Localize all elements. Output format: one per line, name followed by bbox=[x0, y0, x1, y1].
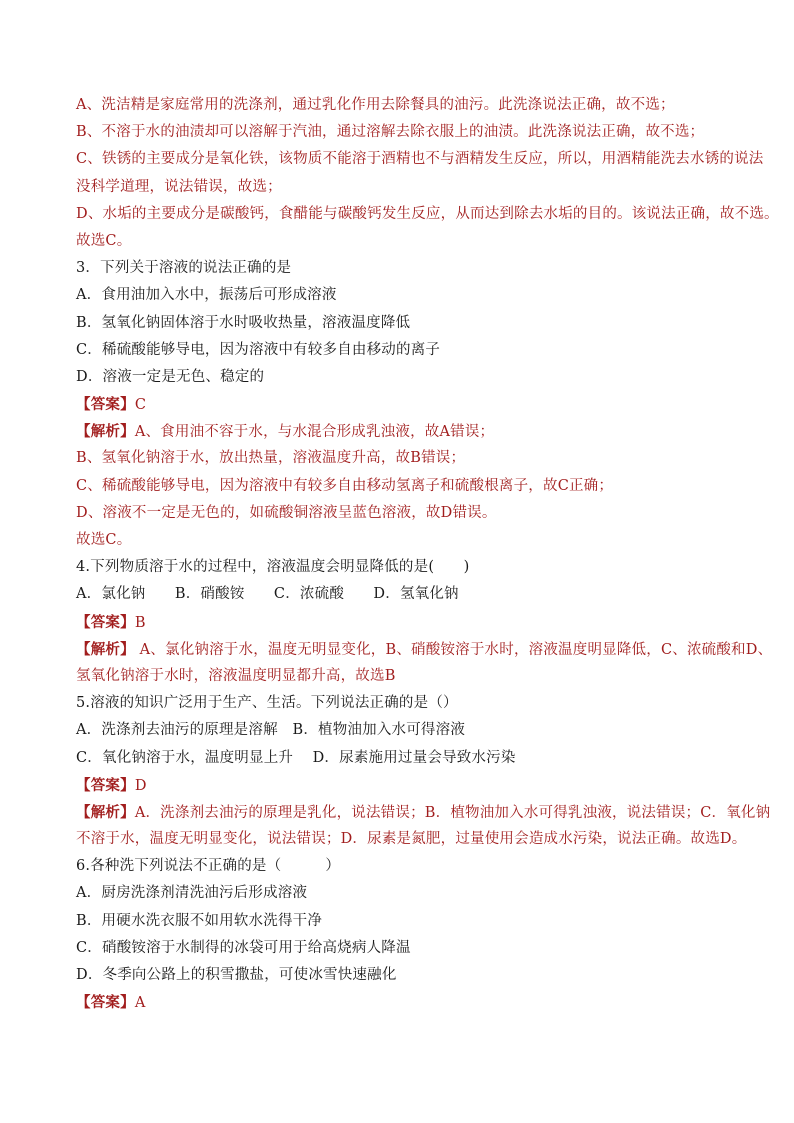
answer-text: C bbox=[134, 397, 147, 414]
answer-line bbox=[76, 989, 726, 1016]
answer-label: 【答案】 bbox=[76, 396, 135, 414]
question-line: C．氧化钠溶于水，温度明显上升 D．尿素施用过量会导致水污染 bbox=[76, 749, 516, 766]
answer-line bbox=[76, 391, 726, 418]
explanation-line: 氢氧化钠溶于水时，溶液温度明显都升高，故选B bbox=[76, 667, 396, 684]
answer-text: A、氯化钠溶于水，温度无明显变化，B、硝酸铵溶于水时，溶液温度明显降低，C、浓硫酸和D、 bbox=[134, 641, 773, 658]
explanation-line: 故选C。 bbox=[76, 532, 132, 548]
answer-text: B bbox=[134, 614, 146, 631]
question-line: D．溶液一定是无色、稳定的 bbox=[76, 368, 265, 385]
answer-text: D bbox=[134, 777, 147, 794]
explanation-line: B、氢氧化钠溶于水，放出热量，溶液温度升高，故B错误； bbox=[76, 450, 466, 467]
analysis-line bbox=[76, 799, 771, 826]
explanation-line: D、水垢的主要成分是碳酸钙，食醋能与碳酸钙发生反应，从而达到除去水垢的目的。该说法正确，故不选。 bbox=[76, 205, 779, 222]
question-line: 4.下列物质溶于水的过程中，溶液温度会明显降低的是( ) bbox=[76, 559, 470, 576]
question-line: A．氯化钠 B．硝酸铵 C．浓硫酸 D．氢氧化钠 bbox=[76, 586, 459, 603]
explanation-line: C、铁锈的主要成分是氧化铁，该物质不能溶于酒精也不与酒精发生反应，所以，用酒精能洗去水锈的说法 bbox=[76, 151, 764, 168]
question-line: A．洗涤剂去油污的原理是溶解 B．植物油加入水可得溶液 bbox=[76, 722, 466, 739]
question-line: C．稀硫酸能够导电，因为溶液中有较多自由移动的离子 bbox=[76, 341, 441, 358]
explanation-line: D、溶液不一定是无色的，如硫酸铜溶液呈蓝色溶液，故D错误。 bbox=[76, 504, 497, 521]
question-line: A．厨房洗涤剂清洗油污后形成溶液 bbox=[76, 885, 308, 902]
answer-label: 【答案】 bbox=[76, 776, 135, 794]
answer-label: 【解析】 bbox=[76, 803, 135, 821]
question-line: C．硝酸铵溶于水制得的冰袋可用于给高烧病人降温 bbox=[76, 939, 411, 956]
document-body bbox=[76, 92, 779, 1016]
analysis-line bbox=[76, 636, 773, 663]
question-line: B．氢氧化钠固体溶于水时吸收热量，溶液温度降低 bbox=[76, 314, 411, 331]
question-line: 5.溶液的知识广泛用于生产、生活。下列说法正确的是（） bbox=[76, 695, 458, 712]
explanation-line: A、洗洁精是家庭常用的洗涤剂，通过乳化作用去除餐具的油污。此洗涤说法正确，故不选； bbox=[76, 97, 675, 113]
question-line: 6.各种洗下列说法不正确的是（ ） bbox=[76, 858, 341, 875]
question-line: 3．下列关于溶液的说法正确的是 bbox=[76, 260, 292, 277]
explanation-line: C、稀硫酸能够导电，因为溶液中有较多自由移动氢离子和硫酸根离子，故C正确； bbox=[76, 477, 614, 494]
answer-label: 【答案】 bbox=[76, 613, 135, 631]
explanation-line: 不溶于水，温度无明显变化，说法错误；D．尿素是氮肥，过量使用会造成水污染，说法正确。故选D。 bbox=[76, 831, 747, 848]
answer-text: A bbox=[134, 995, 146, 1012]
question-line: A．食用油加入水中，振荡后可形成溶液 bbox=[76, 287, 337, 304]
answer-label: 【解析】 bbox=[76, 423, 135, 441]
question-line: B．用硬水洗衣服不如用软水洗得干净 bbox=[76, 912, 323, 929]
explanation-line: 没科学道理，说法错误，故选； bbox=[76, 178, 282, 195]
answer-text: A、食用油不容于水，与水混合形成乳浊液，故A错误； bbox=[134, 424, 495, 441]
analysis-line bbox=[76, 418, 726, 445]
answer-text: A．洗涤剂去油污的原理是乳化，说法错误；B．植物油加入水可得乳浊液，说法错误；C．氧化钠 bbox=[134, 804, 771, 821]
question-line: D．冬季向公路上的积雪撒盐，可使冰雪快速融化 bbox=[76, 967, 397, 983]
answer-line bbox=[76, 772, 726, 799]
explanation-line: B、不溶于水的油渍却可以溶解于汽油，通过溶解去除衣服上的油渍。此洗涤说法正确，故不选； bbox=[76, 124, 705, 141]
answer-label: 【答案】 bbox=[76, 994, 135, 1012]
answer-line bbox=[76, 609, 726, 636]
answer-label: 【解析】 bbox=[76, 640, 135, 658]
explanation-line: 故选C。 bbox=[76, 232, 132, 249]
